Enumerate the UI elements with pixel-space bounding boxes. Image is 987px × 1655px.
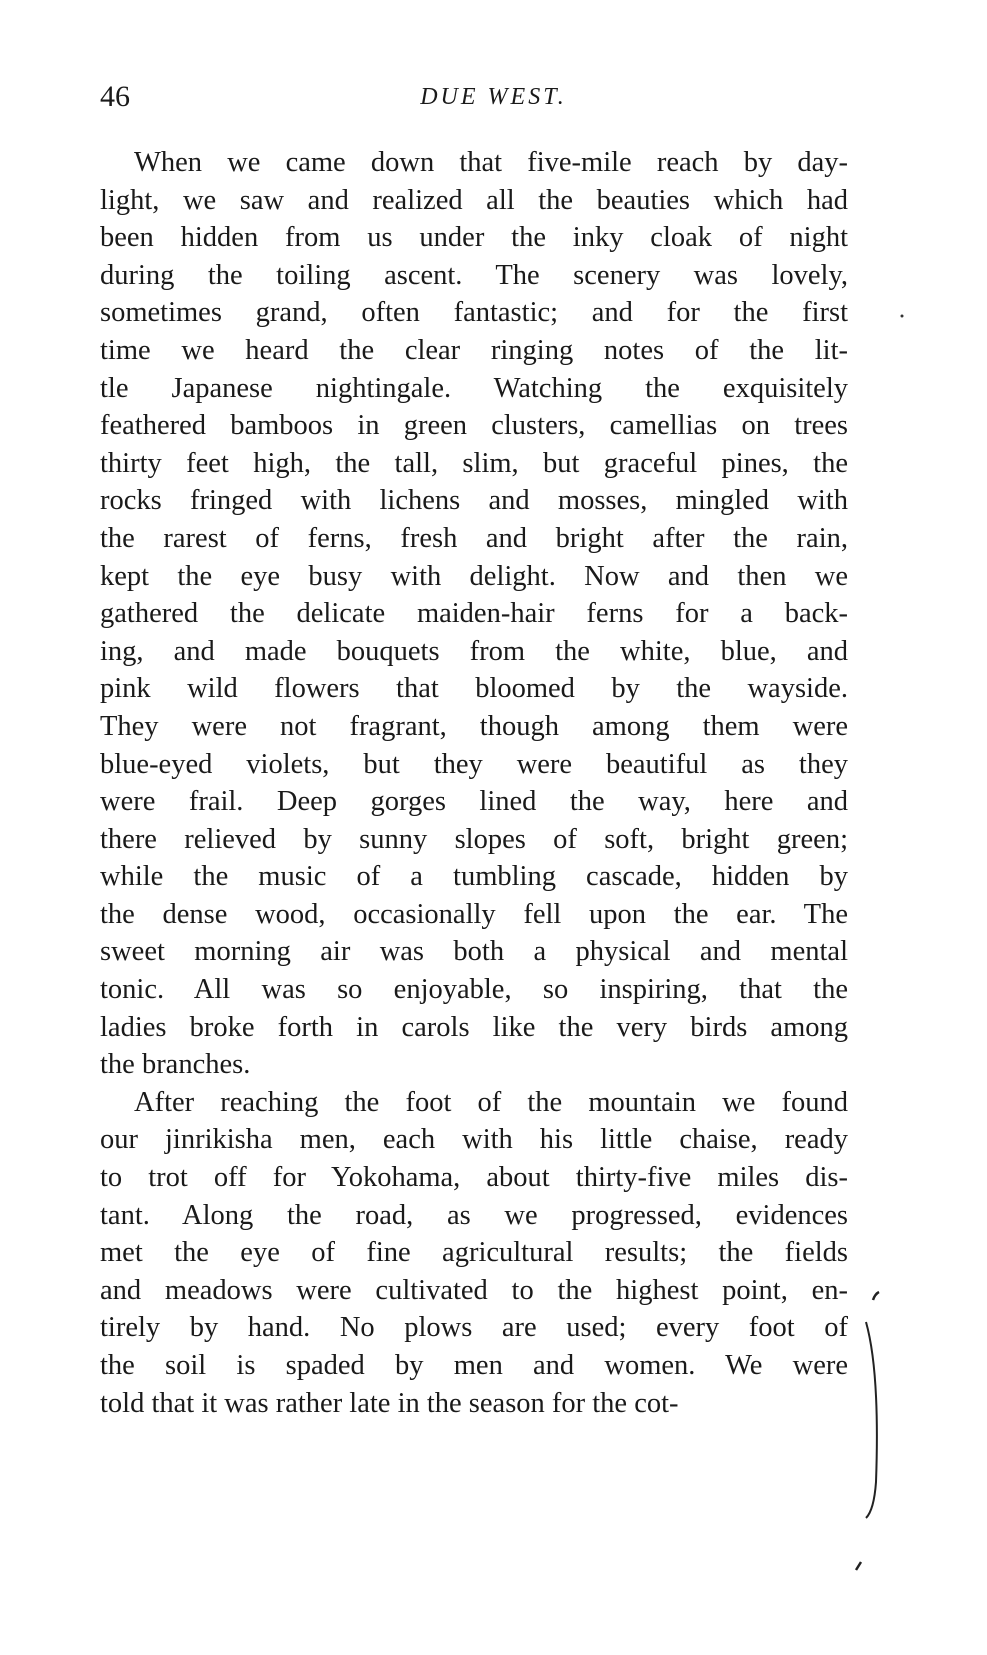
text-line: to trot off for Yokohama, about thirty-five miles dis- bbox=[100, 1162, 848, 1194]
paragraph bbox=[100, 1084, 848, 1422]
text-line: been hidden from us under the inky cloak of night bbox=[100, 222, 848, 254]
text-line: ladies broke forth in carols like the very birds among bbox=[100, 1011, 848, 1043]
text-line: the soil is spaded by men and women. We were bbox=[100, 1350, 848, 1381]
text-line: rocks fringed with lichens and mosses, mingled with bbox=[100, 485, 848, 517]
text-line: during the toiling ascent. The scenery was lovely, bbox=[100, 259, 848, 291]
text-line: met the eye of fine agricultural results; the fields bbox=[100, 1237, 848, 1269]
text-line: were frail. Deep gorges lined the way, here and bbox=[100, 786, 848, 818]
margin-pencil-mark bbox=[873, 1292, 879, 1300]
margin-dot bbox=[901, 315, 904, 318]
paragraph bbox=[100, 144, 848, 1084]
text-line: After reaching the foot of the mountain we found bbox=[134, 1086, 848, 1118]
text-line: tonic. All was so enjoyable, so inspiring, that the bbox=[100, 974, 848, 1006]
text-line: pink wild flowers that bloomed by the wayside. bbox=[100, 673, 848, 705]
text-line: and meadows were cultivated to the highest point, en- bbox=[100, 1274, 848, 1306]
text-line: tirely by hand. No plows are used; every foot of bbox=[100, 1312, 848, 1344]
text-line: gathered the delicate maiden-hair ferns for a back- bbox=[100, 598, 848, 630]
text-line: while the music of a tumbling cascade, hidden by bbox=[100, 861, 848, 893]
text-line: light, we saw and realized all the beauties which had bbox=[100, 184, 848, 216]
text-line: time we heard the clear ringing notes of the lit- bbox=[100, 334, 848, 366]
text-line: the branches. bbox=[100, 1049, 251, 1081]
running-title: DUE WEST. bbox=[420, 84, 567, 110]
text-line: tant. Along the road, as we progressed, evidences bbox=[100, 1199, 848, 1231]
page-number: 46 bbox=[100, 80, 130, 113]
text-line: tle Japanese nightingale. Watching the exquisitely bbox=[100, 372, 848, 404]
text-line: our jinrikisha men, each with his little chaise, ready bbox=[100, 1124, 848, 1156]
text-line: the rarest of ferns, fresh and bright after the rain, bbox=[100, 522, 848, 554]
text-line: thirty feet high, the tall, slim, but graceful pines, the bbox=[100, 447, 848, 479]
text-line: They were not fragrant, though among them were bbox=[100, 710, 848, 742]
text-line: sometimes grand, often fantastic; and for the first bbox=[100, 297, 848, 329]
text-line: feathered bamboos in green clusters, camellias on trees bbox=[100, 410, 848, 442]
margin-tick bbox=[856, 1562, 861, 1570]
text-line: When we came down that five-mile reach by day- bbox=[134, 147, 848, 178]
text-line: told that it was rather late in the season for the cot- bbox=[100, 1387, 679, 1419]
text-line: kept the eye busy with delight. Now and then we bbox=[100, 560, 848, 592]
body-text bbox=[100, 144, 848, 1422]
text-line: sweet morning air was both a physical and mental bbox=[100, 936, 848, 968]
text-line: the dense wood, occasionally fell upon the ear. The bbox=[100, 898, 848, 930]
margin-bracket bbox=[866, 1322, 877, 1518]
text-line: there relieved by sunny slopes of soft, bright green; bbox=[100, 823, 848, 855]
text-line: ing, and made bouquets from the white, blue, and bbox=[100, 635, 848, 667]
text-line: blue-eyed violets, but they were beautiful as they bbox=[100, 748, 848, 780]
page-header bbox=[0, 80, 987, 130]
